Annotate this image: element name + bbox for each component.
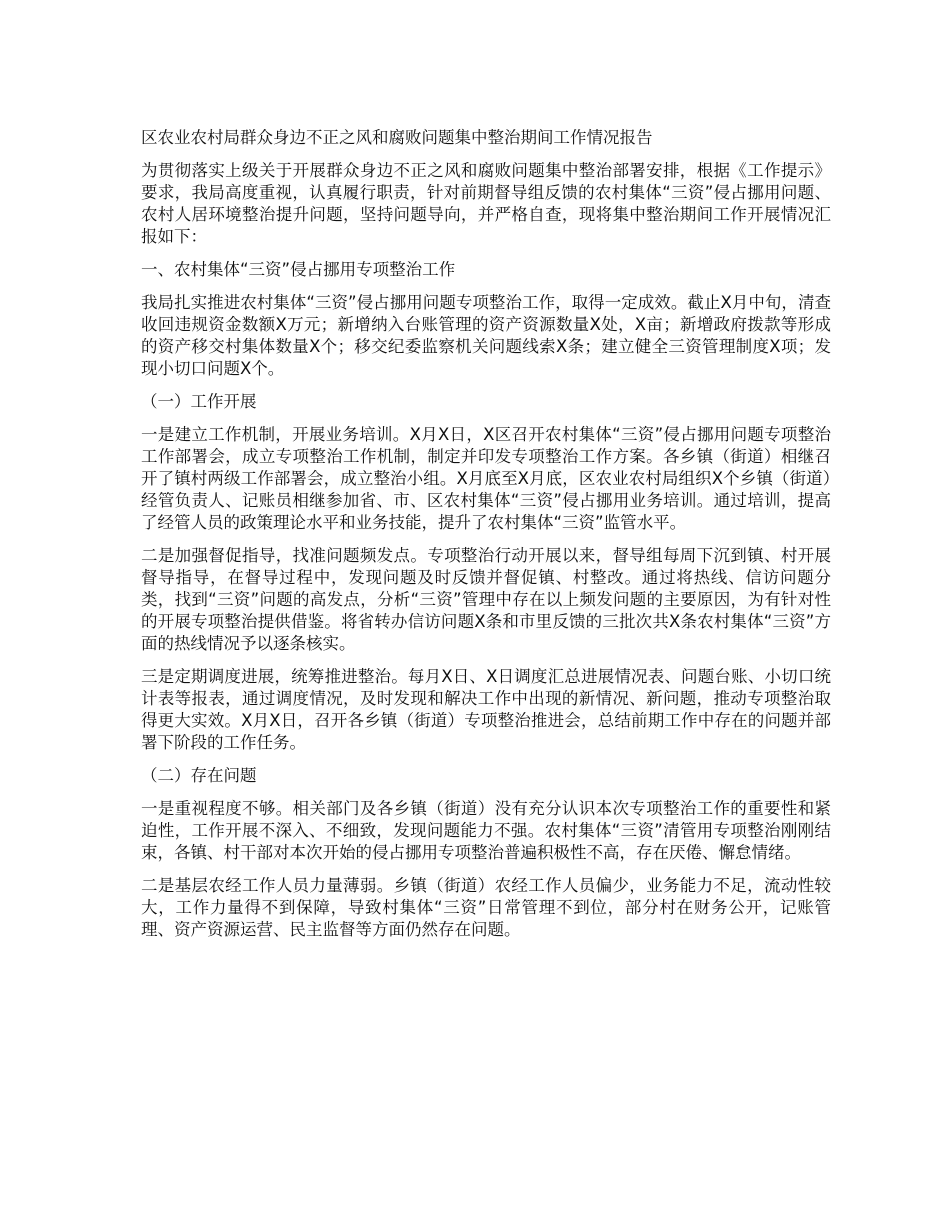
document-page <box>141 127 831 952</box>
problem-2-paragraph: 二是基层农经工作人员力量薄弱。乡镇（街道）农经工作人员偏少，业务能力不足，流动性较大，工作力量得不到保障，导致村集体“三资”日常管理不到位，部分村在财务公开，记账管理、资产资源运营、民主监督等方面仍然存在问题。 <box>141 876 831 939</box>
subsection-problems-heading: （二）存在问题 <box>141 766 257 785</box>
document-title: 区农业农村局群众身边不正之风和腐败问题集中整治期间工作情况报告 <box>141 128 653 147</box>
work-item-2-paragraph: 二是加强督促指导，找准问题频发点。专项整治行动开展以来，督导组每周下沉到镇、村开展督导指导，在督导过程中，发现问题及时反馈并督促镇、村整改。通过将热线、信访问题分类，找到“三资”问题的高发点，分析“三资”管理中存在以上频发问题的主要原因，为有针对性的开展专项整治提供借鉴。将省转办信访问题X条和市里反馈的三批次共X条农村集体“三资”方面的热线情况予以逐条核实。 <box>141 546 832 653</box>
intro-paragraph: 为贯彻落实上级关于开展群众身边不正之风和腐败问题集中整治部署安排，根据《工作提示》要求，我局高度重视，认真履行职责，针对前期督导组反馈的农村集体“三资”侵占挪用问题、农村人居环境整治提升问题，坚持问题导向，并严格自查，现将集中整治期间工作开展情况汇报如下： <box>141 161 831 246</box>
work-item-3-paragraph: 三是定期调度进展，统筹推进整治。每月X日、X日调度汇总进展情况表、问题台账、小切口统计表等报表，通过调度情况，及时发现和解决工作中出现的新情况、新问题，推动专项整治取得更大实效。X月X日，召开各乡镇（街道）专项整治推进会，总结前期工作中存在的问题并部署下阶段的工作任务。 <box>141 667 831 752</box>
problem-1-paragraph: 一是重视程度不够。相关部门及各乡镇（街道）没有充分认识本次专项整治工作的重要性和紧迫性，工作开展不深入、不细致，发现问题能力不强。农村集体“三资”清管用专项整治刚刚结束，各镇、村干部对本次开始的侵占挪用专项整治普遍积极性不高，存在厌倦、懈怠情绪。 <box>141 799 831 862</box>
work-item-1-paragraph: 一是建立工作机制，开展业务培训。X月X日，X区召开农村集体“三资”侵占挪用问题专项整治工作部署会，成立专项整治工作机制，制定并印发专项整治工作方案。各乡镇（街道）相继召开了镇村两级工作部署会，成立整治小组。X月底至X月底，区农业农村局组织X个乡镇（街道）经管负责人、记账员相继参加省、市、区农村集体“三资”侵占挪用业务培训。通过培训，提高了经管人员的政策理论水平和业务技能，提升了农村集体“三资”监管水平。 <box>141 425 831 532</box>
section1-summary-paragraph: 我局扎实推进农村集体“三资”侵占挪用问题专项整治工作，取得一定成效。截止X月中旬，清查收回违规资金数额X万元；新增纳入台账管理的资产资源数量X处，X亩；新增政府拨款等形成的资产移交村集体数量X个；移交纪委监察机关问题线索X条；建立健全三资管理制度X项；发现小切口问题X个。 <box>141 293 831 378</box>
section1-heading: 一、农村集体“三资”侵占挪用专项整治工作 <box>141 260 456 279</box>
subsection-work-heading: （一）工作开展 <box>141 392 257 411</box>
